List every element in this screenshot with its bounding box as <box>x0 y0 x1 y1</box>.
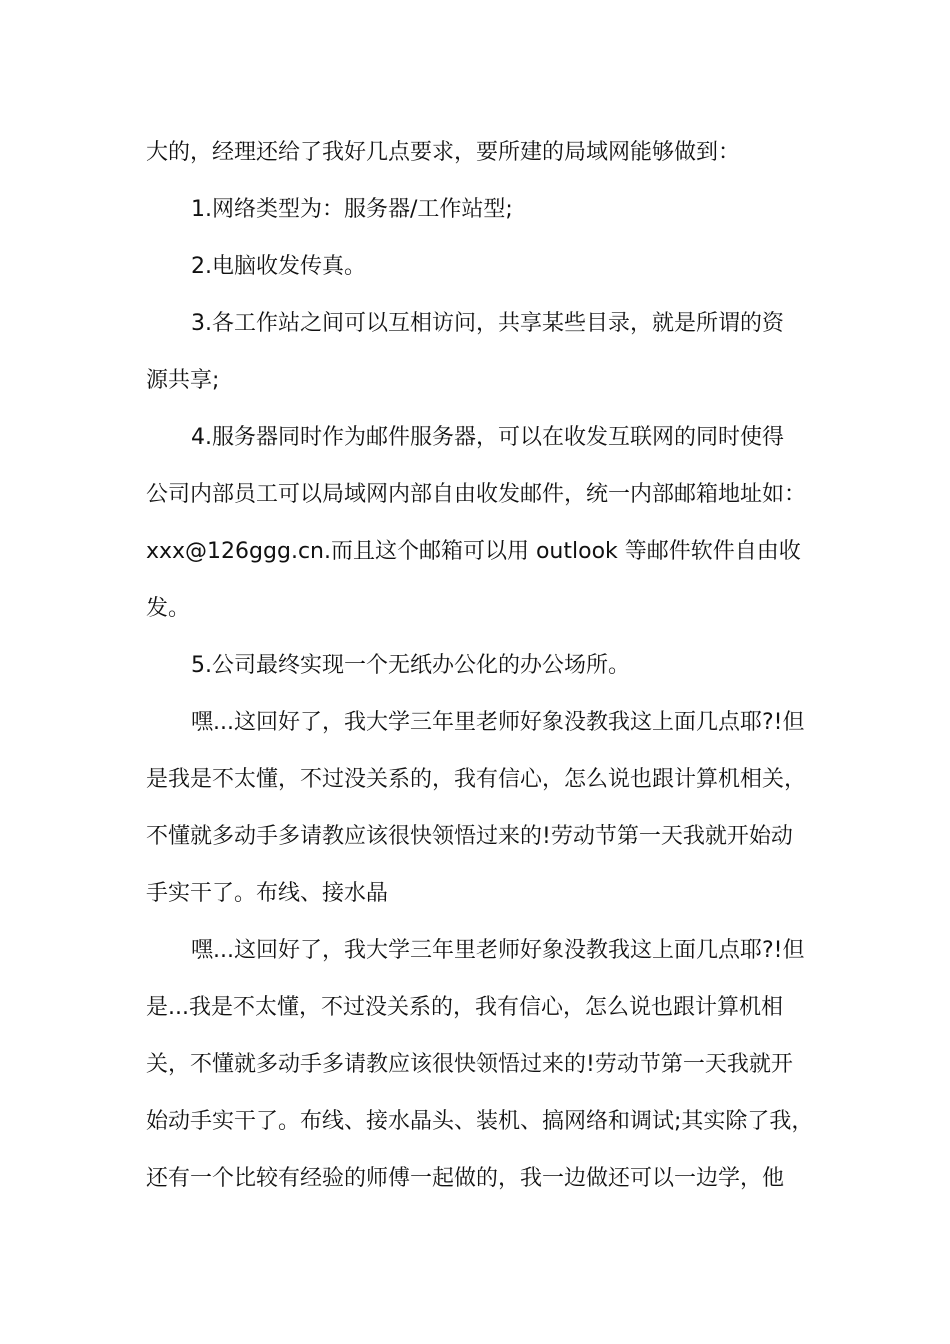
text-line-4: 3.各工作站之间可以互相访问，共享某些目录，就是所谓的资 <box>191 311 784 336</box>
text-line-19: 还有一个比较有经验的师傅一起做的，我一边做还可以一边学，他 <box>146 1166 785 1191</box>
text-line-1: 大的，经理还给了我好几点要求，要所建的局域网能够做到： <box>146 140 741 165</box>
text-line-14: 手实干了。布线、接水晶 <box>146 881 389 906</box>
document-body <box>146 124 822 1207</box>
text-line-8: xxx@126ggg.cn.而且这个邮箱可以用 outlook 等邮件软件自由收 <box>146 539 801 564</box>
text-line-7: 公司内部员工可以局域网内部自由收发邮件，统一内部邮箱地址如： <box>146 482 807 507</box>
text-line-13: 不懂就多动手多请教应该很快领悟过来的!劳动节第一天我就开始动 <box>146 824 793 849</box>
text-line-16: 是...我是不太懂，不过没关系的，我有信心，怎么说也跟计算机相 <box>146 995 783 1020</box>
text-line-5: 源共享; <box>146 368 220 393</box>
text-line-18: 始动手实干了。布线、接水晶头、装机、搞网络和调试;其实除了我， <box>146 1109 814 1134</box>
text-line-3: 2.电脑收发传真。 <box>191 254 366 279</box>
text-line-6: 4.服务器同时作为邮件服务器，可以在收发互联网的同时使得 <box>191 425 784 450</box>
text-line-11: 嘿...这回好了，我大学三年里老师好象没教我这上面几点耶?!但 <box>191 710 805 735</box>
text-line-17: 关，不懂就多动手多请教应该很快领悟过来的!劳动节第一天我就开 <box>146 1052 793 1077</box>
text-line-12: 是我是不太懂，不过没关系的，我有信心，怎么说也跟计算机相关， <box>146 767 807 792</box>
text-line-2: 1.网络类型为：服务器/工作站型; <box>191 197 513 222</box>
text-line-9: 发。 <box>146 596 191 621</box>
text-line-10: 5.公司最终实现一个无纸办公化的办公场所。 <box>191 653 630 678</box>
text-line-15: 嘿...这回好了，我大学三年里老师好象没教我这上面几点耶?!但 <box>191 938 805 963</box>
